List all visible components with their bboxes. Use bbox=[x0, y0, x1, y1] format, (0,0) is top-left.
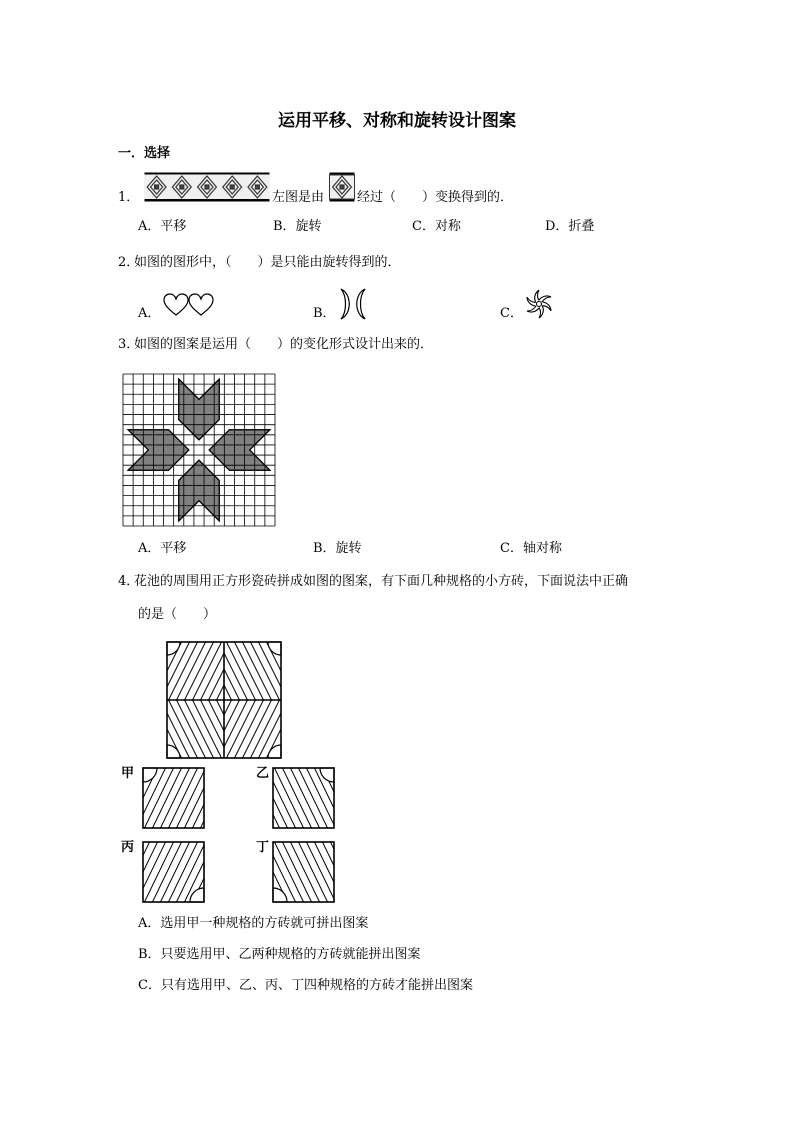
option-c[interactable]: C．轴对称 bbox=[500, 541, 562, 556]
option-a[interactable]: A．选用甲一种规格的方砖就可拼出图案 bbox=[138, 916, 369, 931]
question-number: 1． bbox=[118, 190, 140, 205]
option-b[interactable]: B． bbox=[313, 306, 336, 321]
question-text-part1: 左图是由 bbox=[272, 190, 325, 205]
question-text-line2: 的是（ ） bbox=[138, 607, 217, 622]
tile-ding-figure[interactable] bbox=[272, 841, 335, 903]
option-c[interactable]: C．只有选用甲、乙、丙、丁四种规格的方砖才能拼出图案 bbox=[138, 978, 473, 993]
tile-jia-figure[interactable] bbox=[142, 767, 205, 829]
diamond-band-figure bbox=[144, 172, 270, 202]
question-text-part2: 经过（ ）变换得到的． bbox=[357, 190, 514, 205]
option-a[interactable]: A．平移 bbox=[138, 219, 187, 234]
option-b[interactable]: B．旋转 bbox=[273, 219, 322, 234]
tile-label-yi: 乙 bbox=[256, 766, 270, 781]
tile-pattern-figure bbox=[166, 641, 282, 759]
option-d[interactable]: D．折叠 bbox=[545, 219, 595, 234]
question-text: 如图的图案是运用（ ）的变化形式设计出来的． bbox=[134, 337, 434, 352]
question-text: 如图的图形中，（ ）是只能由旋转得到的． bbox=[134, 255, 401, 270]
question-number: 2． bbox=[118, 255, 140, 270]
two-crescents-figure bbox=[338, 288, 368, 320]
single-diamond-figure bbox=[329, 172, 355, 202]
tile-label-jia: 甲 bbox=[121, 766, 135, 781]
two-hearts-figure bbox=[163, 293, 215, 317]
page-title: 运用平移、对称和旋转设计图案 bbox=[278, 111, 516, 131]
question-text-line1: 花池的周围用正方形瓷砖拼成如图的图案，有下面几种规格的小方砖，下面说法中正确 bbox=[134, 574, 629, 589]
grid-star-pattern-figure bbox=[123, 374, 275, 526]
tile-label-bing: 丙 bbox=[121, 840, 135, 855]
option-b[interactable]: B．旋转 bbox=[313, 541, 362, 556]
option-c[interactable]: C．对称 bbox=[412, 219, 461, 234]
question-number: 3． bbox=[118, 337, 140, 352]
tile-label-ding: 丁 bbox=[256, 840, 270, 855]
tile-bing-figure[interactable] bbox=[142, 841, 205, 903]
option-b[interactable]: B．只要选用甲、乙两种规格的方砖就能拼出图案 bbox=[138, 947, 421, 962]
option-a[interactable]: A． bbox=[138, 306, 161, 321]
tile-yi-figure[interactable] bbox=[272, 767, 335, 829]
section-heading: 一．选择 bbox=[118, 146, 171, 161]
option-c[interactable]: C． bbox=[500, 306, 523, 321]
question-number: 4． bbox=[118, 574, 140, 589]
pinwheel-swirl-figure bbox=[524, 289, 554, 319]
option-a[interactable]: A．平移 bbox=[138, 541, 187, 556]
